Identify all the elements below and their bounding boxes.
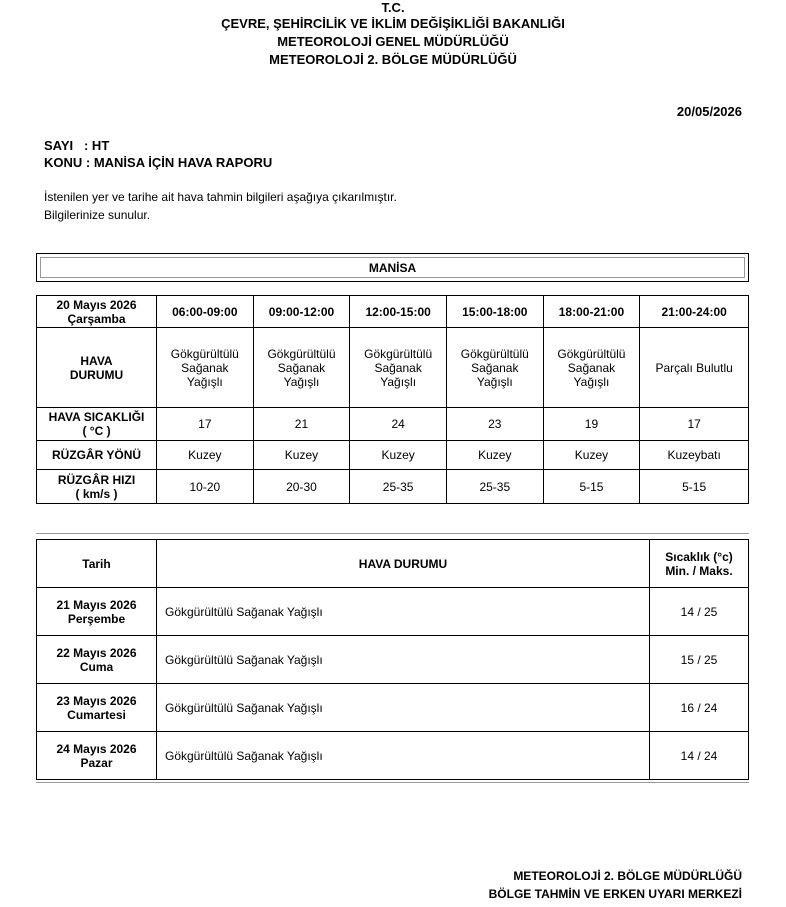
daily-weather-cell: Gökgürültülü Sağanak Yağışlı (157, 636, 650, 684)
daily-date-cell (37, 636, 157, 684)
daily-temp-cell: 16 / 24 (650, 684, 749, 732)
wind-speed-row-label (37, 470, 157, 504)
daily-date-cell (37, 684, 157, 732)
wind-direction-cell: Kuzeybatı (640, 441, 749, 470)
weather-text: Gökgürültülü (460, 346, 529, 361)
header-ministry: ÇEVRE, ŞEHİRCİLİK VE İKLİM DEĞİŞİKLİĞİ BAKANLIĞI (221, 16, 565, 31)
weather-text: Yağışlı (573, 374, 610, 389)
label-part: HAVA (80, 353, 113, 368)
time-slot: 18:00-21:00 (543, 296, 640, 328)
weather-cell (253, 328, 350, 408)
konu-line: KONU : MANİSA İÇİN HAVA RAPORU (44, 155, 273, 170)
weather-text: Sağanak (567, 360, 616, 375)
wind-direction-cell: Kuzey (350, 441, 447, 470)
temperature-cell: 24 (350, 408, 447, 441)
weather-text: Sağanak (471, 360, 519, 375)
city-banner (36, 253, 749, 282)
daily-date: 24 Mayıs 2026 (56, 741, 137, 756)
time-slot: 12:00-15:00 (350, 296, 447, 328)
label-part: Sıcaklık (°c) (665, 549, 733, 564)
wind-direction-row-label: RÜZGÂR YÖNÜ (37, 441, 157, 470)
footer-center: BÖLGE TAHMİN VE ERKEN UYARI MERKEZİ (488, 887, 742, 901)
temperature-cell: 21 (253, 408, 350, 441)
wind-speed-cell: 5-15 (543, 470, 640, 504)
divider (36, 782, 749, 783)
weather-text: Gökgürültülü (170, 346, 239, 361)
table-row (37, 732, 749, 780)
weather-text: Gökgürültülü (364, 346, 433, 361)
daily-day: Perşembe (67, 611, 126, 626)
weather-cell (640, 328, 749, 408)
daily-weather-cell: Gökgürültülü Sağanak Yağışlı (157, 684, 650, 732)
sayi-line: SAYI : HT (44, 138, 110, 153)
header-tc: T.C. (381, 0, 405, 15)
weather-text: Sağanak (374, 360, 422, 375)
header-regional: METEOROLOJİ 2. BÖLGE MÜDÜRLÜĞÜ (269, 52, 517, 67)
wind-direction-cell: Kuzey (157, 441, 254, 470)
weather-cell (543, 328, 640, 408)
weather-cell (350, 328, 447, 408)
city-name: MANİSA (40, 257, 745, 278)
hourly-forecast-table (36, 295, 749, 504)
col-header-weather: HAVA DURUMU (157, 540, 650, 588)
daily-date: 22 Mayıs 2026 (56, 645, 137, 660)
time-slot: 06:00-09:00 (157, 296, 254, 328)
label-part: HAVA SICAKLIĞI (48, 410, 145, 424)
col-header-temp (650, 540, 749, 588)
wind-speed-cell: 10-20 (157, 470, 254, 504)
table-row (37, 296, 749, 328)
forecast-day-name: Çarşamba (67, 311, 126, 326)
wind-speed-cell: 5-15 (640, 470, 749, 504)
temperature-cell: 17 (640, 408, 749, 441)
col-header-date: Tarih (37, 540, 157, 588)
label-part: RÜZGÂR HIZI (57, 472, 136, 487)
weather-text: Sağanak (277, 360, 326, 375)
table-row (37, 441, 749, 470)
weather-text: Sağanak (181, 360, 229, 375)
daily-day: Cuma (79, 659, 114, 674)
daily-temp-cell: 14 / 25 (650, 588, 749, 636)
table-row (37, 328, 749, 408)
wind-speed-cell: 25-35 (350, 470, 447, 504)
temperature-row-label (37, 408, 157, 441)
weather-text: Yağışlı (476, 374, 513, 389)
label-part: ( km/s ) (75, 486, 118, 501)
time-slot: 21:00-24:00 (640, 296, 749, 328)
temperature-cell: 19 (543, 408, 640, 441)
weather-cell (446, 328, 543, 408)
daily-date: 21 Mayıs 2026 (56, 597, 137, 612)
table-row (37, 588, 749, 636)
daily-date-cell (37, 588, 157, 636)
weather-text: Gökgürültülü (267, 346, 336, 361)
forecast-day-cell (37, 296, 157, 328)
wind-speed-cell: 25-35 (446, 470, 543, 504)
temperature-cell: 17 (157, 408, 254, 441)
daily-day: Cumartesi (67, 707, 126, 722)
label-part: DURUMU (69, 367, 124, 382)
weather-text: Yağışlı (186, 374, 223, 389)
label-part: ( °C ) (82, 424, 111, 438)
weather-cell (157, 328, 254, 408)
weather-text: Yağışlı (283, 374, 320, 389)
weather-row-label (37, 328, 157, 408)
weather-text: Yağışlı (380, 374, 417, 389)
table-row (37, 540, 749, 588)
temperature-cell: 23 (446, 408, 543, 441)
weather-text: Parçalı Bulutlu (655, 360, 733, 375)
time-slot: 15:00-18:00 (446, 296, 543, 328)
wind-direction-cell: Kuzey (446, 441, 543, 470)
wind-direction-cell: Kuzey (543, 441, 640, 470)
header-directorate: METEOROLOJİ GENEL MÜDÜRLÜĞÜ (277, 34, 509, 49)
label-part: Min. / Maks. (665, 563, 733, 578)
intro-line-1: İstenilen yer ve tarihe ait hava tahmin bilgileri aşağıya çıkarılmıştır. (44, 190, 397, 204)
time-slot: 09:00-12:00 (253, 296, 350, 328)
intro-line-2: Bilgilerinize sunulur. (44, 208, 151, 222)
daily-date-cell (37, 732, 157, 780)
daily-temp-cell: 14 / 24 (650, 732, 749, 780)
table-row (37, 408, 749, 441)
weather-text: Gökgürültülü (557, 346, 626, 361)
document-date: 20/05/2026 (676, 104, 742, 119)
forecast-date: 20 Mayıs 2026 (56, 297, 137, 312)
daily-weather-cell: Gökgürültülü Sağanak Yağışlı (157, 588, 650, 636)
table-row (37, 636, 749, 684)
table-row (37, 470, 749, 504)
wind-direction-cell: Kuzey (253, 441, 350, 470)
daily-day: Pazar (80, 755, 113, 770)
footer-directorate: METEOROLOJİ 2. BÖLGE MÜDÜRLÜĞÜ (513, 869, 742, 883)
table-row (37, 684, 749, 732)
daily-weather-cell: Gökgürültülü Sağanak Yağışlı (157, 732, 650, 780)
wind-speed-cell: 20-30 (253, 470, 350, 504)
divider (36, 533, 749, 534)
daily-forecast-table (36, 539, 749, 780)
daily-temp-cell: 15 / 25 (650, 636, 749, 684)
daily-date: 23 Mayıs 2026 (56, 693, 137, 708)
